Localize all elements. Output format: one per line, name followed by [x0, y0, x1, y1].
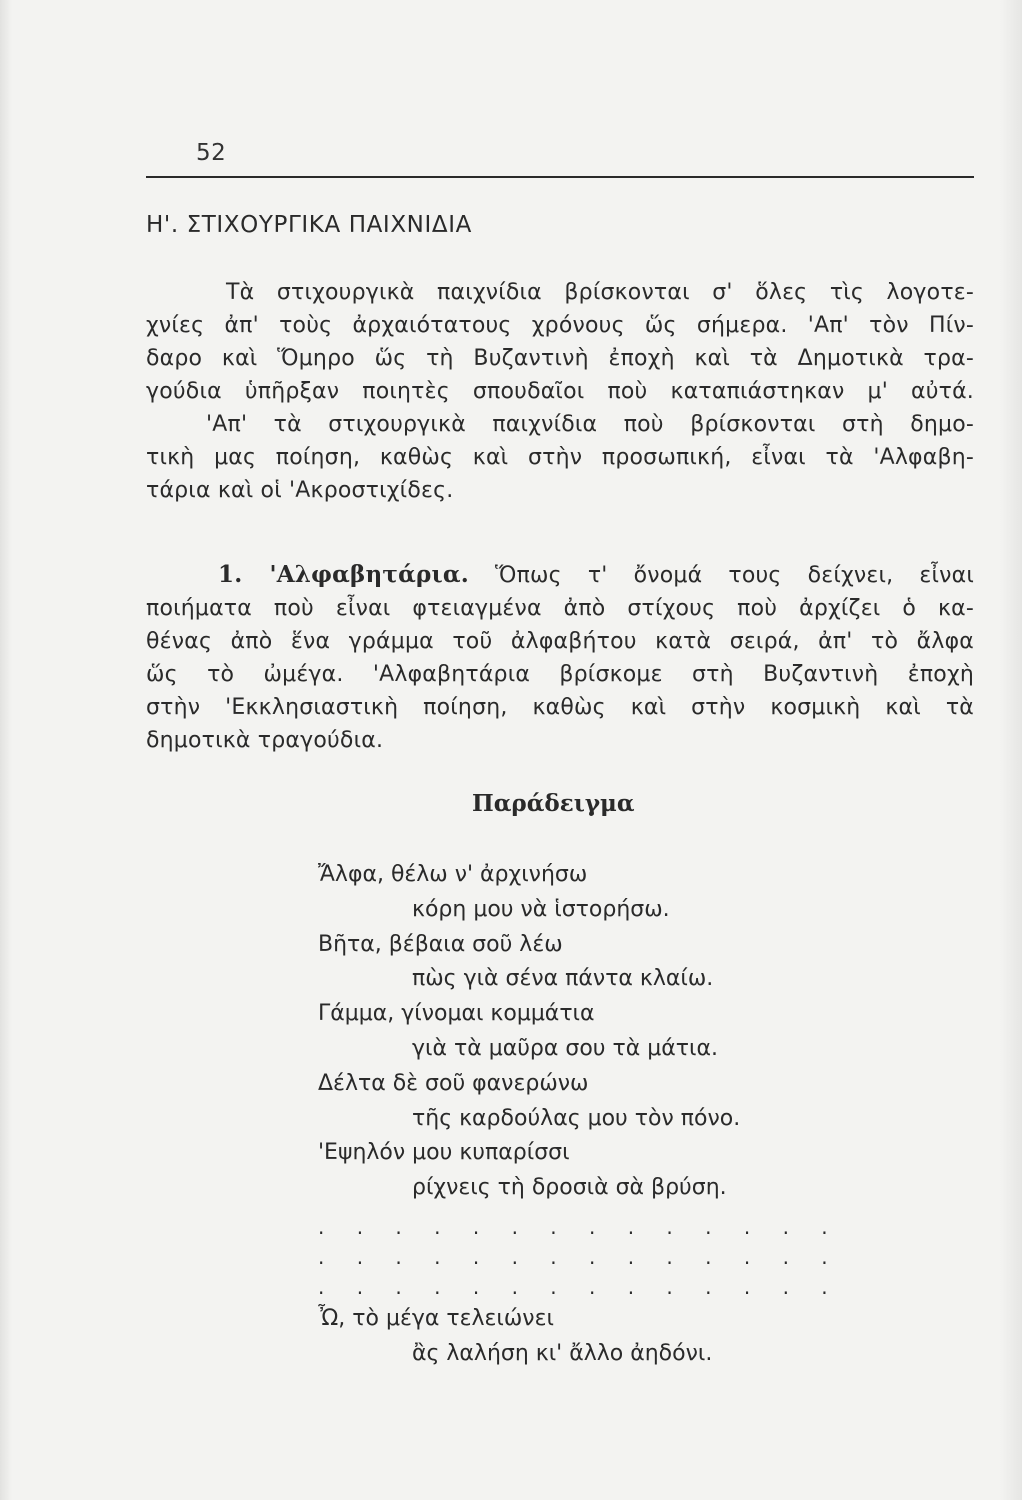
poem-line: Ὦ, τὸ μέγα τελειώνει: [318, 1305, 554, 1331]
poem-line: πὼς γιὰ σένα πάντα κλαίω.: [412, 966, 714, 992]
intro-line: τάρια καὶ οἱ 'Ακροστιχίδες.: [146, 478, 454, 503]
section-title: Η'. ΣΤΙΧΟΥΡΓΙΚΑ ΠΑΙΧΝΙΔΙΑ: [146, 212, 472, 238]
intro-line: 'Απ' τὰ στιχουργικὰ παιχνίδια ποὺ βρίσκονται στὴ δημο-: [206, 412, 974, 437]
header-rule: [146, 176, 974, 178]
poem-line: Ἄλφα, θέλω ν' ἀρχινήσω: [318, 862, 588, 887]
poem-line: 'Εψηλόν μου κυπαρίσσι: [318, 1140, 570, 1166]
alphabet-first-line-text: Ὅπως τ' ὄνομά τους δείχνει, εἶναι: [495, 563, 974, 588]
intro-line: τικὴ μας ποίηση, καθὼς καὶ στὴν προσωπική, εἶναι τὰ 'Αλφαβη-: [146, 445, 974, 470]
intro-line: δαρο καὶ Ὅμηρο ὥς τὴ Βυζαντινὴ ἐποχὴ καὶ τὰ Δημοτικὰ τρα-: [146, 346, 974, 371]
intro-line: χνίες ἀπ' τοὺς ἀρχαιότατους χρόνους ὥς σήμερα. 'Απ' τὸν Πίν-: [146, 313, 974, 338]
poem-line: ρίχνεις τὴ δροσιὰ σὰ βρύση.: [412, 1175, 727, 1201]
alphabet-line: θένας ἀπὸ ἕνα γράμμα τοῦ ἀλφαβήτου κατὰ σειρά, ἀπ' τὸ ἄλφα: [146, 629, 974, 654]
poem-line: Βῆτα, βέβαια σοῦ λέω: [318, 931, 563, 957]
poem-line: ἂς λαλήση κι' ἄλλο ἀηδόνι.: [412, 1340, 713, 1366]
ellipsis-dots: . . . . . . . . . . . . . .: [318, 1274, 841, 1299]
alphabet-paragraph: [146, 558, 974, 757]
intro-paragraph: [146, 276, 974, 507]
poem-line: Γάμμα, γίνομαι κομμάτια: [318, 1001, 595, 1027]
alphabet-line: στὴν 'Εκκλησιαστικὴ ποίηση, καθὼς καὶ στὴν κοσμικὴ καὶ τὰ: [146, 695, 974, 720]
poem: [318, 858, 841, 1372]
poem-line: κόρη μου νὰ ἱστορήσω.: [412, 896, 670, 922]
alphabet-line: δημοτικὰ τραγούδια.: [146, 728, 384, 753]
intro-line: Τὰ στιχουργικὰ παιχνίδια βρίσκονται σ' ὅλες τὶς λογοτε-: [226, 280, 974, 305]
ellipsis-dots: . . . . . . . . . . . . . .: [318, 1214, 841, 1239]
page-number: 52: [196, 140, 227, 166]
alphabet-heading: 1. 'Αλφαβητάρια.: [218, 561, 469, 588]
poem-line: γιὰ τὰ μαῦρα σου τὰ μάτια.: [412, 1035, 718, 1061]
alphabet-first-line: [146, 558, 974, 592]
alphabet-line: ὥς τὸ ὠμέγα. 'Αλφαβητάρια βρίσκομε στὴ Βυζαντινὴ ἐποχὴ: [146, 662, 974, 687]
poem-line: τῆς καρδούλας μου τὸν πόνο.: [412, 1105, 741, 1131]
ellipsis-dots: . . . . . . . . . . . . . .: [318, 1244, 841, 1269]
alphabet-line: ποιήματα ποὺ εἶναι φτειαγμένα ἀπὸ στίχους ποὺ ἀρχίζει ὁ κα-: [146, 596, 974, 621]
example-title: Παράδειγμα: [472, 790, 635, 817]
poem-line: Δέλτα δὲ σοῦ φανερώνω: [318, 1070, 589, 1096]
intro-line: γούδια ὑπῆρξαν ποιητὲς σπουδαῖοι ποὺ καταπιάστηκαν μ' αὐτά.: [146, 379, 974, 404]
